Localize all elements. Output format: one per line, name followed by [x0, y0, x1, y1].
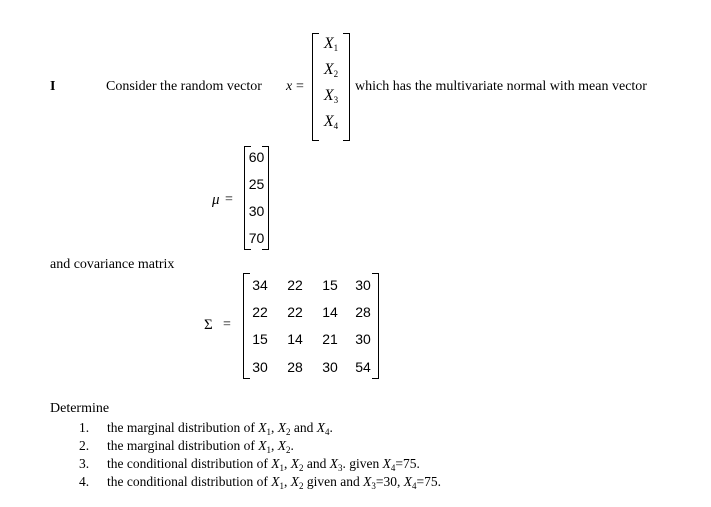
task-text: the marginal distribution of [107, 438, 259, 453]
covariance-cell: 34 [252, 277, 268, 293]
covariance-equals: = [223, 317, 231, 332]
task-text: =30, [375, 474, 404, 489]
task-variable-subscript: 4 [324, 427, 330, 437]
task-text: . [329, 420, 333, 435]
covariance-cell: 22 [252, 304, 268, 320]
task-variable: $X_1$ [258, 420, 271, 437]
problem-continuation: which has the multivariate normal with mean vector [355, 79, 647, 94]
vector-entry: X3 [323, 87, 339, 105]
mean-value: 25 [248, 176, 265, 192]
task-variable-subscript: 2 [298, 463, 304, 473]
task-text: . given [342, 456, 383, 471]
mean-symbol: μ [212, 192, 220, 208]
mean-value: 60 [248, 149, 265, 165]
covariance-cell: 22 [287, 277, 303, 293]
task-variable-subscript: 3 [337, 463, 343, 473]
covariance-matrix [243, 273, 379, 379]
mean-value: 30 [248, 203, 265, 219]
task-item [79, 474, 441, 490]
task-item [79, 420, 333, 436]
task-text: . [290, 438, 294, 453]
task-number: 1. [79, 420, 90, 435]
mean-value: 70 [248, 230, 265, 246]
task-variable: $X_4$ [403, 474, 417, 491]
task-variable: $X_2$ [277, 420, 291, 437]
task-text: =75. [395, 456, 420, 471]
tasks-heading: Determine [50, 401, 110, 416]
covariance-symbol: Σ [204, 317, 213, 333]
vector-entry: X4 [323, 113, 339, 131]
task-variable-subscript: 1 [266, 445, 271, 455]
covariance-cell: 30 [355, 331, 371, 347]
covariance-cell: 14 [322, 304, 338, 320]
task-variable-subscript: 1 [279, 481, 284, 491]
covariance-cell: 30 [322, 359, 338, 375]
vector-equals: = [296, 79, 304, 94]
task-variable: $X_1$ [258, 438, 271, 455]
covariance-cell: 28 [287, 359, 303, 375]
problem-intro: Consider the random vector [106, 79, 262, 94]
task-number: 4. [79, 474, 90, 489]
task-variable: $X_4$ [316, 420, 330, 437]
task-text: =75. [416, 474, 441, 489]
task-text: , [283, 474, 291, 489]
task-variable-subscript: 4 [390, 463, 396, 473]
task-text: and [290, 420, 317, 435]
covariance-cell: 14 [287, 331, 303, 347]
task-variable: $X_3$ [329, 456, 343, 473]
covariance-cell: 30 [355, 277, 371, 293]
task-variable-subscript: 1 [279, 463, 284, 473]
vector-entry: X1 [323, 35, 339, 53]
task-variable: $X_4$ [382, 456, 396, 473]
task-variable: $X_1$ [271, 474, 284, 491]
covariance-cell: 30 [252, 359, 268, 375]
covariance-cell: 15 [252, 331, 268, 347]
task-variable-subscript: 1 [266, 427, 271, 437]
task-text: and [303, 456, 330, 471]
task-number: 3. [79, 456, 90, 471]
task-text: , [270, 420, 278, 435]
task-variable: $X_2$ [290, 474, 304, 491]
task-text: the conditional distribution of [107, 456, 272, 471]
task-item [79, 456, 420, 472]
covariance-caption: and covariance matrix [50, 257, 175, 272]
task-variable-subscript: 3 [371, 481, 376, 491]
task-variable: $X_3$ [363, 474, 376, 491]
covariance-cell: 28 [355, 304, 371, 320]
task-text: the marginal distribution of [107, 420, 259, 435]
covariance-cell: 54 [355, 359, 371, 375]
task-variable: $X_1$ [271, 456, 284, 473]
task-variable: $X_2$ [277, 438, 291, 455]
task-variable-subscript: 2 [285, 427, 291, 437]
task-text: the conditional distribution of [107, 474, 272, 489]
vector-entry: X2 [323, 61, 339, 79]
task-item [79, 438, 294, 454]
mean-equals: = [225, 192, 233, 207]
vector-symbol: x [286, 79, 293, 94]
task-variable-subscript: 4 [411, 481, 417, 491]
task-number: 2. [79, 438, 90, 453]
task-text: , [283, 456, 291, 471]
task-variable-subscript: 2 [298, 481, 304, 491]
covariance-cell: 22 [287, 304, 303, 320]
task-variable: $X_2$ [290, 456, 304, 473]
mean-vector-matrix [244, 146, 269, 250]
covariance-cell: 21 [322, 331, 338, 347]
covariance-cell: 15 [322, 277, 338, 293]
task-text: given and [303, 474, 364, 489]
problem-label: I [50, 79, 56, 94]
task-variable-subscript: 2 [285, 445, 291, 455]
task-text: , [270, 438, 278, 453]
random-vector-matrix [312, 33, 350, 141]
